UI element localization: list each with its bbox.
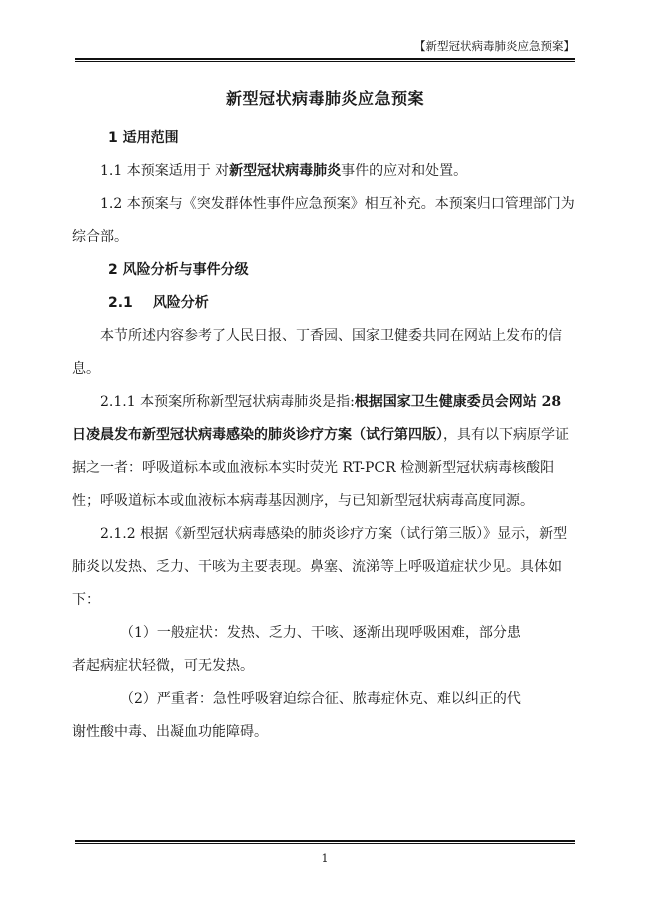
symptom-item-1-line2: 者起病症状轻微，可无发热。: [72, 658, 254, 674]
paragraph-2-1-intro: 本节所述内容参考了人民日报、丁香园、国家卫健委共同在网站上发布的信息。: [72, 328, 562, 377]
paragraph-2-1-1-bold-source: 根据国家卫生健康委员会网站 28 日凌晨发布新型冠状病毒感染的肺炎诊疗方案（试行第四版）: [72, 394, 562, 443]
paragraph-1-1: [72, 155, 578, 188]
symptom-item-2-line1: （2）严重者：急性呼吸窘迫综合征、脓毒症休克、难以纠正的代: [120, 691, 521, 707]
subsection-2-1-heading: [72, 287, 578, 320]
paragraph-2-1-2: 2.1.2 根据《新型冠状病毒感染的肺炎诊疗方案（试行第三版）》显示，新型肺炎以发热、乏力、干咳为主要表现。鼻塞、流涕等上呼吸道症状少见。具体如下：: [72, 526, 568, 608]
subsection-2-1-number: 2.1: [108, 295, 133, 311]
section-1-heading: 1 适用范围: [108, 130, 179, 146]
paragraph-1-1-text-pre: 1.1 本预案适用于 对: [100, 163, 230, 179]
header-divider: [75, 58, 575, 62]
symptom-item-2: [72, 683, 578, 749]
symptom-item-1-line1: （1）一般症状：发热、乏力、干咳、逐渐出现呼吸困难，部分患: [120, 625, 521, 641]
paragraph-2-1-1-text-post: ，具有以下病原学证据之一者：呼吸道标本或血液标本实时荧光 RT-PCR 检测新型冠状病毒核酸阳性；呼吸道标本或血液标本病毒基因测序，与已知新型冠状病毒高度同源。: [72, 427, 569, 509]
document-body: [72, 122, 578, 749]
paragraph-2-1-1: [72, 386, 578, 518]
document-title: 新型冠状病毒肺炎应急预案: [225, 89, 424, 108]
paragraph-1-2: 1.2 本预案与《突发群体性事件应急预案》相互补充。本预案归口管理部门为综合部。: [72, 196, 575, 245]
paragraph-2-1-1-text-pre: 2.1.1 本预案所称新型冠状病毒肺炎是指:: [100, 394, 355, 410]
footer-divider: [75, 840, 575, 844]
paragraph-1-1-bold-term: 新型冠状病毒肺炎: [229, 163, 342, 179]
section-2-heading: 2 风险分析与事件分级: [108, 262, 249, 278]
page-number: 1: [321, 852, 329, 865]
symptom-item-2-line2: 谢性酸中毒、出凝血功能障碍。: [72, 724, 268, 740]
page-header: 【新型冠状病毒肺炎应急预案】: [414, 39, 575, 53]
subsection-2-1-title: 风险分析: [152, 295, 209, 311]
symptom-item-1: [72, 617, 578, 683]
paragraph-1-1-text-post: 事件的应对和处置。: [341, 163, 468, 179]
